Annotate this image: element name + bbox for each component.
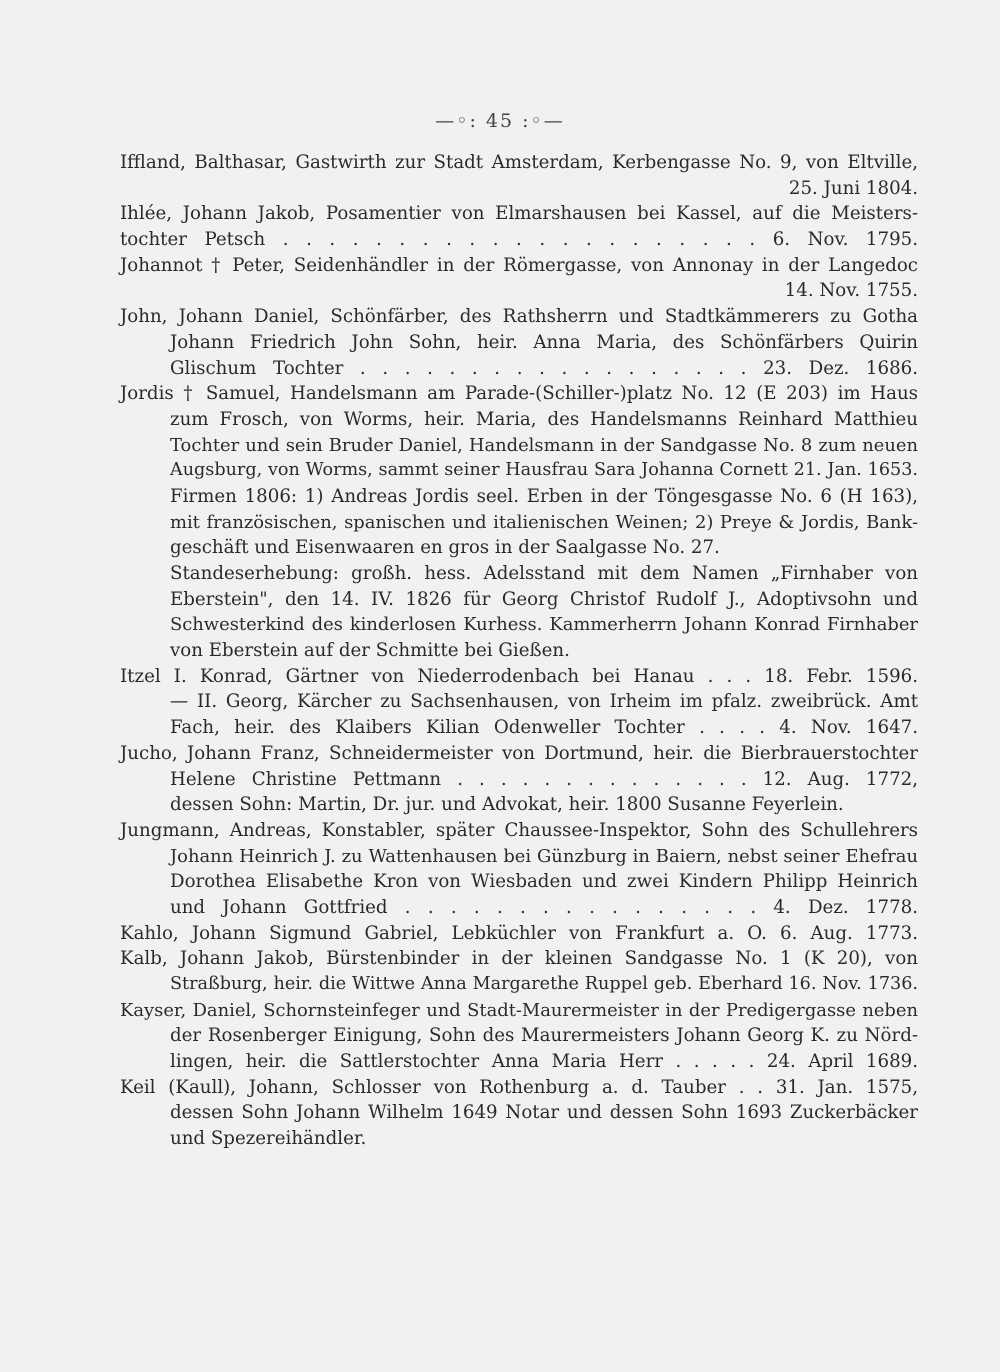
- text-line: und Johann Gottfried . . . . . . . . . . . . . . . . 4. Dez. 1778.: [170, 896, 918, 918]
- text-line: Keil (Kaull), Johann, Schlosser von Rothenburg a. d. Tauber . . 31. Jan. 1575,: [120, 1076, 918, 1098]
- text-line: Straßburg, heir. die Wittwe Anna Margarethe Ruppel geb. Eberhard 16. Nov. 1736.: [170, 974, 918, 994]
- text-line: Johannot † Peter, Seidenhändler in der Römergasse, von Annonay in der Langedoc: [120, 254, 918, 276]
- text-line: Firmen 1806: 1) Andreas Jordis seel. Erben in der Töngesgasse No. 6 (H 163),: [170, 485, 918, 507]
- text-line: 25. Juni 1804.: [788, 177, 918, 199]
- text-line: Helene Christine Pettmann . . . . . . . . . . . . . . 12. Aug. 1772,: [170, 768, 918, 790]
- text-line: mit französischen, spanischen und italienischen Weinen; 2) Preye & Jordis, Bank-: [170, 511, 918, 533]
- text-line: — II. Georg, Kärcher zu Sachsenhausen, von Irheim im pfalz. zweibrück. Amt: [170, 691, 918, 713]
- text-line: Iffland, Balthasar, Gastwirth zur Stadt Amsterdam, Kerbengasse No. 9, von Eltville,: [120, 152, 918, 173]
- text-line: Dorothea Elisabethe Kron von Wiesbaden und zwei Kindern Philipp Heinrich: [170, 871, 918, 893]
- text-line: geschäft und Eisenwaaren en gros in der Saalgasse No. 27.: [170, 537, 720, 559]
- text-line: Fach, heir. des Klaibers Kilian Odenweller Tochter . . . . 4. Nov. 1647.: [170, 717, 918, 739]
- text-line: Schwesterkind des kinderlosen Kurhess. Kammerherrn Johann Konrad Firnhaber: [170, 614, 918, 636]
- document-body: [120, 150, 918, 1152]
- text-line: von Eberstein auf der Schmitte bei Gießen.: [170, 640, 570, 662]
- text-line: Tochter und sein Bruder Daniel, Handelsmann in der Sandgasse No. 8 zum neuen: [170, 434, 918, 456]
- text-line: Itzel I. Konrad, Gärtner von Niederrodenbach bei Hanau . . . 18. Febr. 1596.: [120, 665, 918, 687]
- text-line: Kayser, Daniel, Schornsteinfeger und Stadt-Maurermeister in der Predigergasse neben: [120, 999, 918, 1021]
- text-line: Standeserhebung: großh. hess. Adelsstand mit dem Namen „Firnhaber von: [170, 563, 918, 584]
- text-line: John, Johann Daniel, Schönfärber, des Rathsherrn und Stadtkämmerers zu Gotha: [120, 306, 918, 328]
- page-number: —◦: 45 :◦—: [435, 110, 565, 132]
- text-line: Glischum Tochter . . . . . . . . . . . . . . . . . . 23. Dez. 1686.: [170, 357, 918, 379]
- text-line: Johann Heinrich J. zu Wattenhausen bei Günzburg in Baiern, nebst seiner Ehefrau: [170, 845, 918, 867]
- text-line: lingen, heir. die Sattlerstochter Anna Maria Herr . . . . . 24. April 1689.: [170, 1051, 918, 1073]
- text-line: Kalb, Johann Jakob, Bürstenbinder in der kleinen Sandgasse No. 1 (K 20), von: [120, 948, 918, 970]
- text-line: und Spezereihändler.: [170, 1128, 367, 1150]
- text-line: Jordis † Samuel, Handelsmann am Parade-(Schiller-)platz No. 12 (E 203) im Haus: [120, 383, 918, 405]
- text-line: 14. Nov. 1755.: [784, 280, 918, 302]
- text-line: tochter Petsch . . . . . . . . . . . . . . . . . . . . . 6. Nov. 1795.: [120, 229, 918, 251]
- text-line: zum Frosch, von Worms, heir. Maria, des Handelsmanns Reinhard Matthieu: [170, 408, 918, 430]
- text-line: Jungmann, Andreas, Konstabler, später Chaussee-Inspektor, Sohn des Schullehrers: [120, 819, 918, 841]
- text-line: Ihlée, Johann Jakob, Posamentier von Elmarshausen bei Kassel, auf die Meisters-: [120, 203, 918, 225]
- text-line: Kahlo, Johann Sigmund Gabriel, Lebküchler von Frankfurt a. O. 6. Aug. 1773.: [120, 922, 918, 944]
- text-line: Johann Friedrich John Sohn, heir. Anna Maria, des Schönfärbers Quirin: [170, 331, 918, 353]
- text-line: der Rosenberger Einigung, Sohn des Maurermeisters Johann Georg K. zu Nörd-: [170, 1025, 918, 1047]
- text-line: Eberstein", den 14. IV. 1826 für Georg Christof Rudolf J., Adoptivsohn und: [170, 588, 918, 610]
- text-line: dessen Sohn: Martin, Dr. jur. und Advokat, heir. 1800 Susanne Feyerlein.: [170, 794, 844, 816]
- text-line: dessen Sohn Johann Wilhelm 1649 Notar und dessen Sohn 1693 Zuckerbäcker: [170, 1102, 918, 1124]
- text-line: Augsburg, von Worms, sammt seiner Hausfrau Sara Johanna Cornett 21. Jan. 1653.: [170, 460, 918, 481]
- text-line: Jucho, Johann Franz, Schneidermeister von Dortmund, heir. die Bierbrauerstochter: [120, 742, 918, 764]
